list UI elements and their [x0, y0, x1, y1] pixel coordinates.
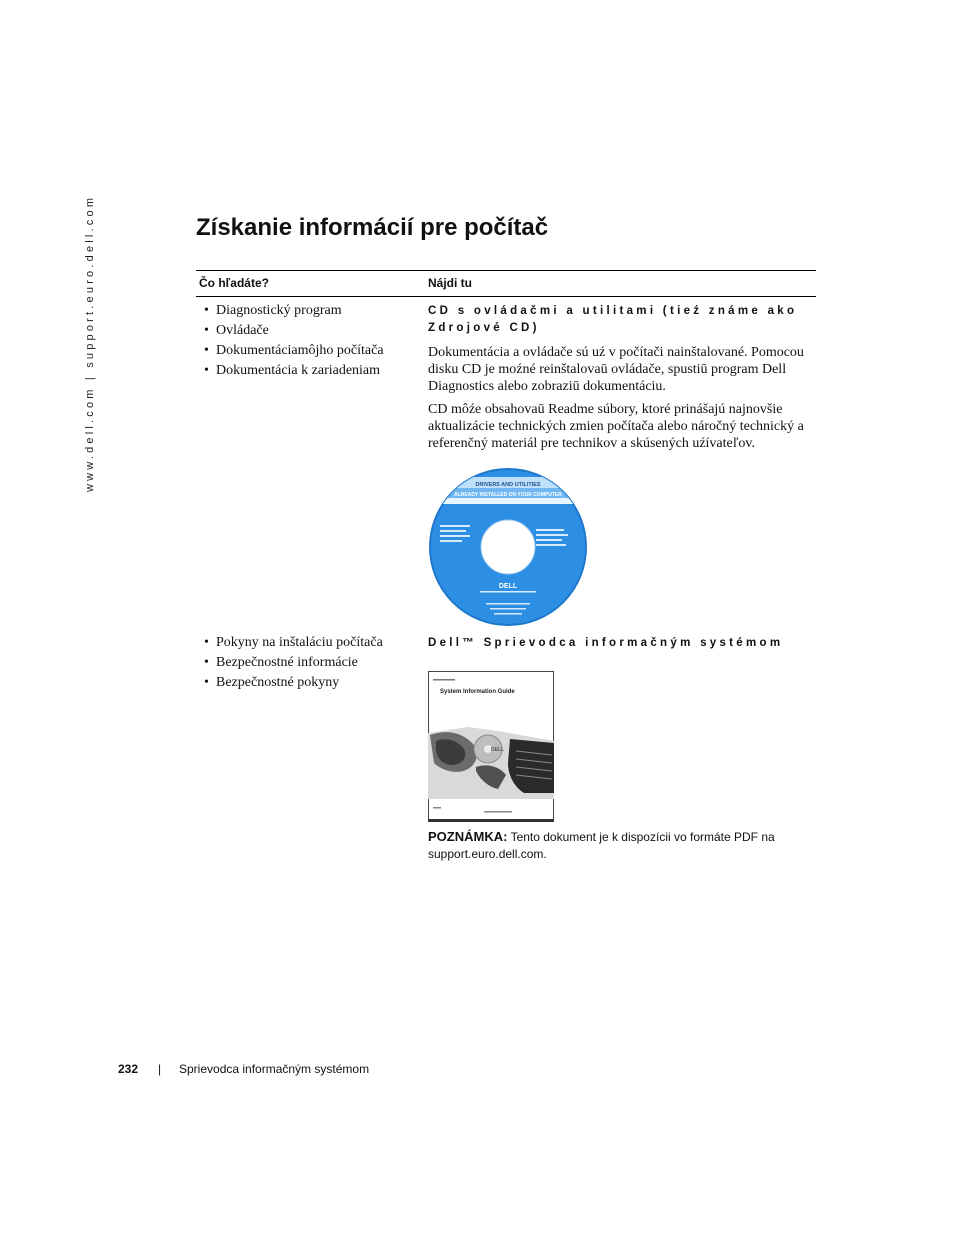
note-text: Tento dokument je k dispozícii vo formáte PDF na support.euro.dell.com.: [428, 830, 775, 861]
row-description: [428, 635, 816, 861]
list-item: • Bezpečnostné pokyny: [196, 675, 418, 691]
system-information-guide-image: [428, 671, 556, 823]
description-paragraph: Dokumentácia a ovládače sú uź v počítači nainštalované. Pomocou disku CD je moźné reinštalovaū ovládače, spustiū program Dell Diagnostics alebo zobraziū dokumentáciu.: [428, 345, 804, 394]
table-header: [196, 270, 816, 297]
info-table: [196, 270, 816, 861]
row-bullet-list: [196, 635, 418, 695]
column-header-where: Nájdi tu: [428, 276, 472, 290]
guide-cover-title: System Information Guide: [440, 689, 515, 695]
list-item: • Pokyny na inštaláciu počítača: [196, 635, 418, 651]
list-item: • Dokumentáciamôjho počítača: [196, 343, 418, 359]
footer-separator: |: [158, 1062, 162, 1076]
column-header-what: Čo hľadáte?: [199, 276, 269, 290]
resource-heading: Dell™ Sprievodca informačným systémom: [428, 637, 784, 649]
note-block: [428, 828, 816, 863]
list-item: • Diagnostický program: [196, 303, 418, 319]
resource-heading: CD s ovládačmi a utilitami (tieź známe ako Zdrojové CD): [428, 305, 798, 334]
row-description: [428, 303, 816, 590]
footer-document-title: Sprievodca informačným systémom: [179, 1062, 370, 1076]
list-item: • Bezpečnostné informácie: [196, 655, 418, 671]
side-website-url: www.dell.com | support.euro.dell.com: [84, 194, 96, 492]
table-row: [196, 303, 816, 633]
table-row: [196, 635, 816, 875]
guide-brand-logo: DELL: [491, 747, 505, 753]
cd-label-top: DRIVERS AND UTILITIES: [475, 482, 541, 488]
cd-label-sub: ALREADY INSTALLED ON YOUR COMPUTER: [454, 492, 562, 498]
page-number: 232: [118, 1062, 139, 1076]
cd-brand-logo: DELL: [498, 583, 518, 590]
description-paragraph: CD môźe obsahovaū Readme súbory, ktoré prinášajú najnovšie aktualizácie technických zmien počítača alebo náročný technický a referenčný materiál pre technikov a skúsených uźívateľov.: [428, 402, 804, 451]
drivers-cd-image: [428, 467, 588, 627]
list-item: • Ovládače: [196, 323, 418, 339]
list-item: • Dokumentácia k zariadeniam: [196, 363, 418, 379]
note-label: POZNÁMKA:: [428, 829, 508, 844]
page-title: Získanie informácií pre počítač: [196, 214, 549, 241]
row-bullet-list: [196, 303, 418, 383]
